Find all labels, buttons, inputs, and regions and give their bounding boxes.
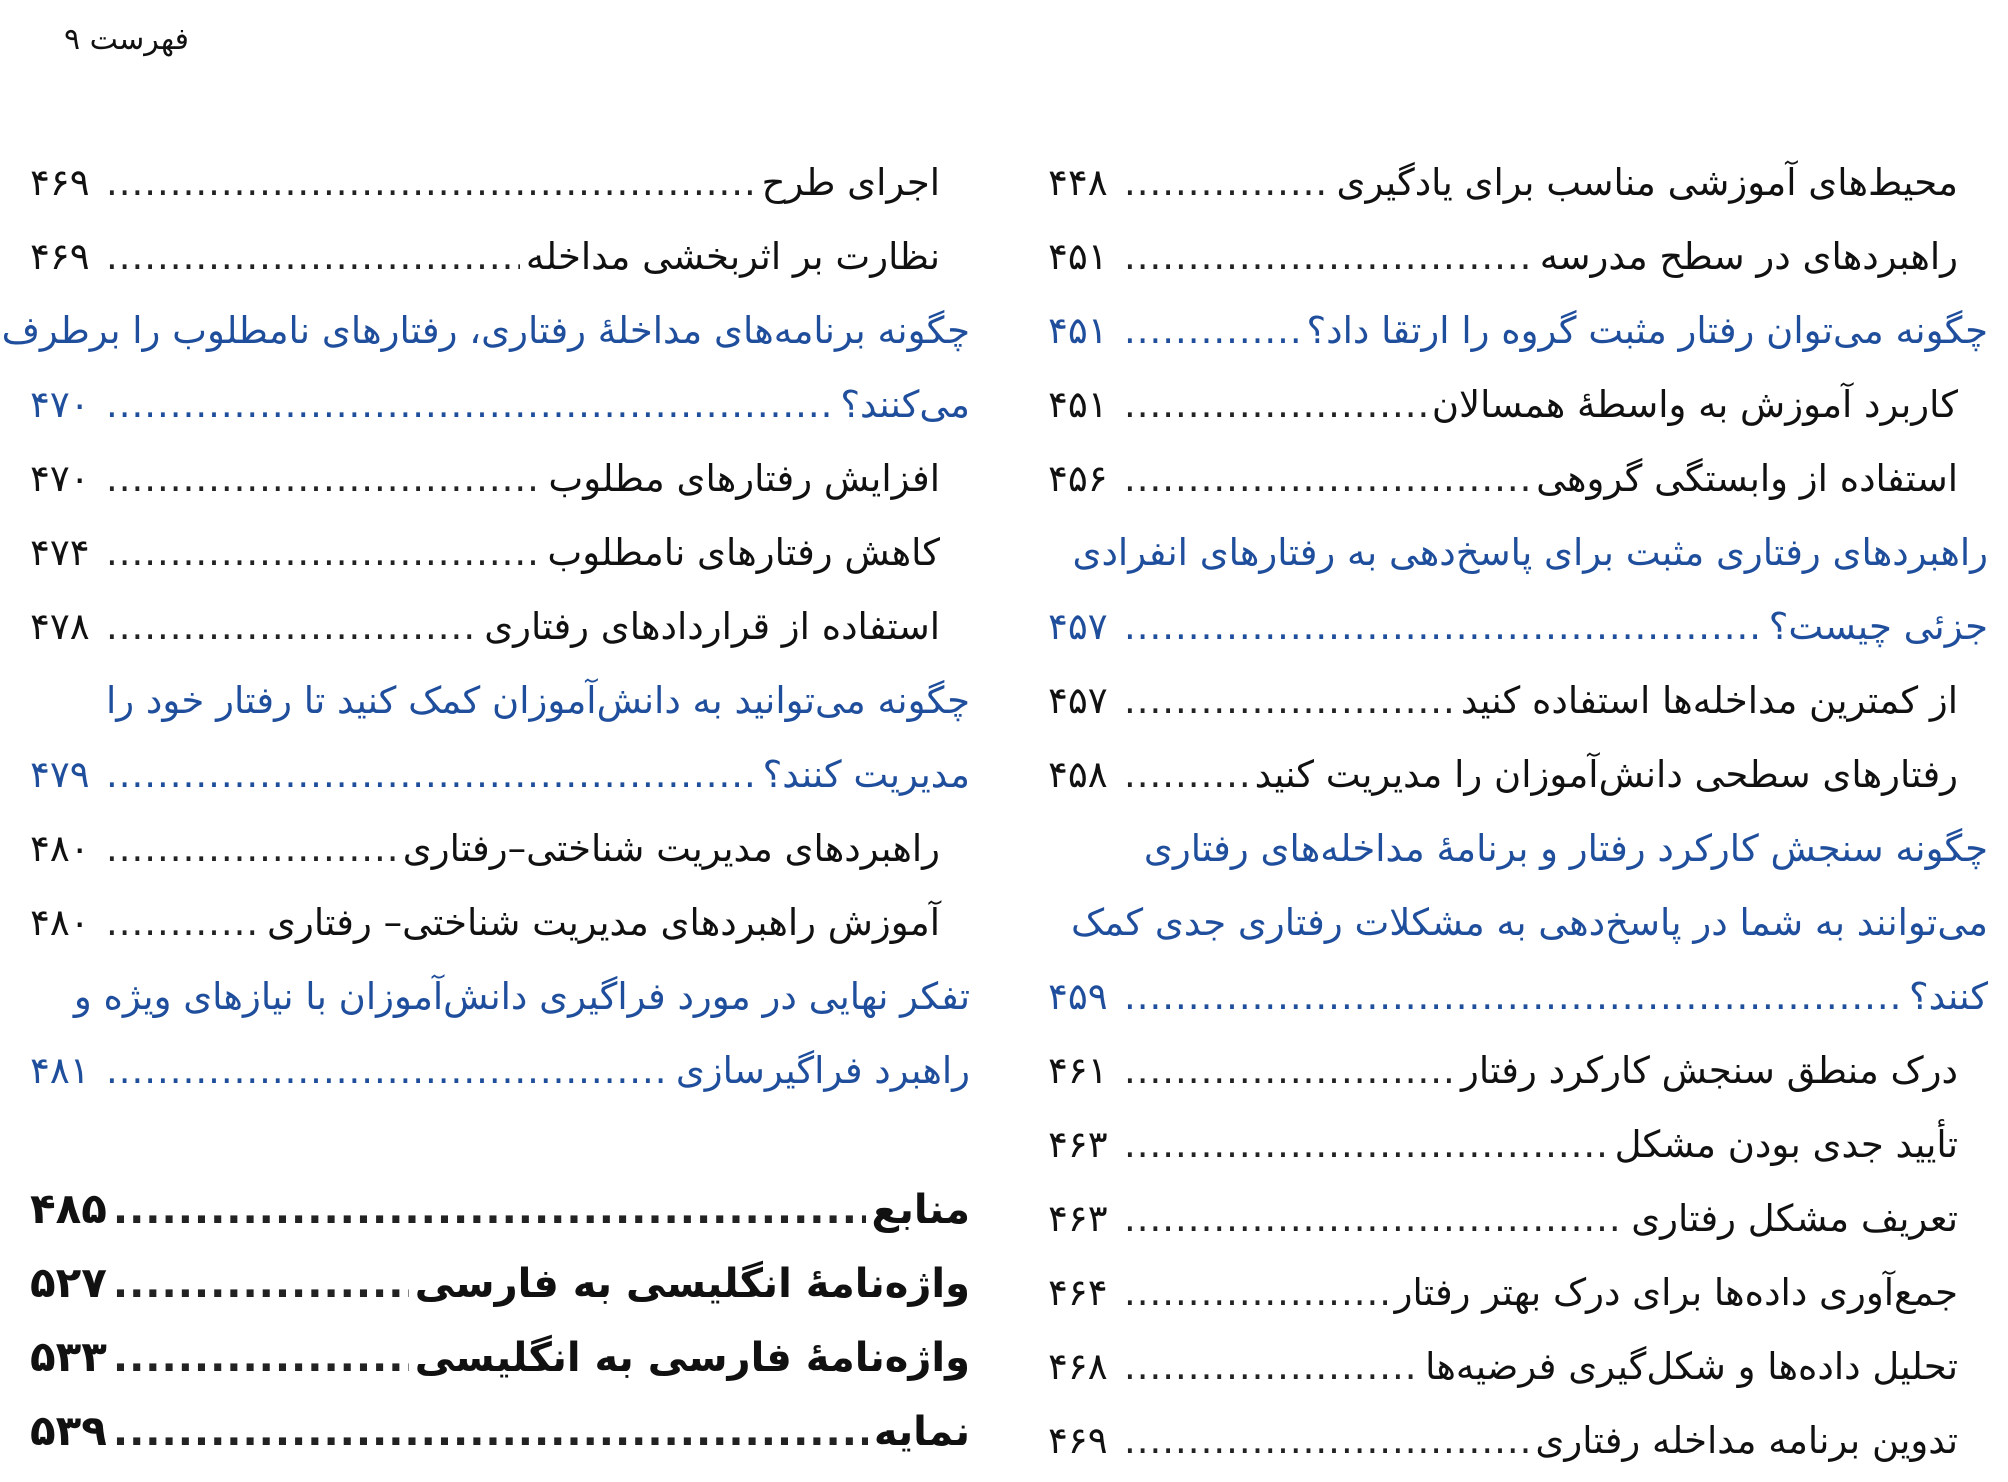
- toc-page-number: ۴۷۴: [30, 531, 90, 574]
- toc-main-entry-glossary-en-fa[interactable]: واژه‌نامهٔ انگلیسی به فارسی ..... ۵۲۷: [30, 1246, 970, 1320]
- toc-entry[interactable]: افزایش رفتارهای مطلوب ..... ۴۷۰: [30, 442, 970, 516]
- toc-page-number: ۴۶۴: [1048, 1271, 1108, 1314]
- toc-heading-entry-line2[interactable]: می‌توانند به شما در پاسخ‌دهی به مشکلات رفتاری جدی کمک: [1070, 901, 1988, 944]
- toc-page-number: ۴۸۰: [30, 827, 90, 870]
- toc-page-number: ۴۶۳: [1048, 1123, 1108, 1166]
- toc-page-number: ۴۸۵: [30, 1184, 107, 1233]
- header-title: فهرست: [89, 22, 189, 57]
- toc-page-number: ۴۷۰: [30, 383, 90, 426]
- toc-page-number: ۴۶۱: [1048, 1049, 1108, 1092]
- toc-page-number: ۴۷۹: [30, 753, 90, 796]
- dot-leader: [106, 146, 756, 220]
- toc-entry[interactable]: رفتارهای سطحی دانش‌آموزان را مدیریت کنید ..... ۴۵۸: [1048, 738, 1988, 812]
- toc-entry[interactable]: تأیید جدی بودن مشکل ..... ۴۶۳: [1048, 1108, 1988, 1182]
- toc-heading-entry-line2[interactable]: مدیریت کنند؟ ..... ۴۷۹: [30, 738, 970, 812]
- toc-column-left: [1, 146, 970, 1468]
- toc-entry[interactable]: تحلیل داده‌ها و شکل‌گیری فرضیه‌ها ..... ۴۶۸: [1048, 1330, 1988, 1404]
- dot-leader: [1124, 1108, 1609, 1182]
- toc-entry[interactable]: راهبردهای در سطح مدرسه ..... ۴۵۱: [1048, 220, 1988, 294]
- toc-entry[interactable]: درک منطق سنجش کارکرد رفتار ..... ۴۶۱: [1048, 1034, 1988, 1108]
- toc-page-number: ۴۵۸: [1048, 753, 1108, 796]
- toc-entry[interactable]: اجرای طرح ..... ۴۶۹: [30, 146, 970, 220]
- toc-page-number: ۴۶۳: [1048, 1197, 1108, 1240]
- dot-leader: [1124, 294, 1301, 368]
- toc-heading-entry-line1[interactable]: چگونه سنجش کارکرد رفتار و برنامهٔ مداخله‌های رفتاری: [1143, 827, 1988, 870]
- dot-leader: [1124, 960, 1903, 1034]
- toc-entry[interactable]: راهبردهای مدیریت شناختی–رفتاری ..... ۴۸۰: [30, 812, 970, 886]
- toc-heading-entry-line1[interactable]: تفکر نهایی در مورد فراگیری دانش‌آموزان با نیازهای ویژه و: [73, 975, 970, 1018]
- toc-page-number: ۵۳۳: [30, 1332, 107, 1381]
- toc-page-number: ۴۵۹: [1048, 975, 1108, 1018]
- toc-entry[interactable]: کاهش رفتارهای نامطلوب ..... ۴۷۴: [30, 516, 970, 590]
- toc-heading-entry-line2[interactable]: می‌کنند؟ ..... ۴۷۰: [30, 368, 970, 442]
- toc-entry[interactable]: کاربرد آموزش به واسطهٔ همسالان ..... ۴۵۱: [1048, 368, 1988, 442]
- toc-page-number: ۴۸۰: [30, 901, 90, 944]
- dot-leader: [106, 738, 757, 812]
- toc-entry[interactable]: جمع‌آوری داده‌ها برای درک بهتر رفتار ..... ۴۶۴: [1048, 1256, 1988, 1330]
- dot-leader: [1124, 590, 1763, 664]
- dot-leader: [106, 1034, 670, 1108]
- dot-leader: [113, 1395, 868, 1469]
- toc-page-number: ۴۵۷: [1048, 605, 1108, 648]
- dot-leader: [106, 516, 541, 590]
- toc-entry[interactable]: نظارت بر اثربخشی مداخله ..... ۴۶۹: [30, 220, 970, 294]
- toc-heading-entry[interactable]: چگونه می‌توان رفتار مثبت گروه را ارتقا داد؟ ..... ۴۵۱: [1048, 294, 1988, 368]
- dot-leader: [106, 368, 834, 442]
- dot-leader: [1124, 1404, 1529, 1478]
- toc-entry[interactable]: تعریف مشکل رفتاری ..... ۴۶۳: [1048, 1182, 1988, 1256]
- toc-page-number: ۴۵۱: [1048, 309, 1108, 352]
- toc-entry[interactable]: آموزش راهبردهای مدیریت شناختی– رفتاری ..... ۴۸۰: [30, 886, 970, 960]
- dot-leader: [1124, 664, 1455, 738]
- dot-leader: [106, 886, 261, 960]
- toc-main-entry-references[interactable]: منابع ..... ۴۸۵: [30, 1172, 970, 1246]
- dot-leader: [1124, 738, 1249, 812]
- toc-entry[interactable]: محیط‌های آموزشی مناسب برای یادگیری ..... ۴۴۸: [1048, 146, 1988, 220]
- dot-leader: [113, 1173, 866, 1247]
- dot-leader: [106, 812, 397, 886]
- toc-page-number: ۴۵۱: [1048, 235, 1108, 278]
- dot-leader: [106, 442, 542, 516]
- toc-heading-entry-line1[interactable]: چگونه می‌توانید به دانش‌آموزان کمک کنید تا رفتار خود را: [105, 679, 970, 722]
- toc-page-number: ۴۶۹: [30, 235, 90, 278]
- dot-leader: [106, 590, 478, 664]
- toc-heading-entry-line2[interactable]: راهبرد فراگیرسازی ..... ۴۸۱: [30, 1034, 970, 1108]
- header-page-number: ۹: [64, 22, 81, 57]
- dot-leader: [1124, 1034, 1455, 1108]
- toc-entry[interactable]: استفاده از قراردادهای رفتاری ..... ۴۷۸: [30, 590, 970, 664]
- dot-leader: [106, 220, 520, 294]
- toc-main-entry-index[interactable]: نمایه ..... ۵۳۹: [30, 1394, 970, 1468]
- dot-leader: [1124, 368, 1426, 442]
- toc-page-number: ۴۶۹: [1048, 1419, 1108, 1462]
- toc-heading-entry-line3[interactable]: کنند؟ ..... ۴۵۹: [1048, 960, 1988, 1034]
- toc-heading-entry-line1[interactable]: راهبردهای رفتاری مثبت برای پاسخ‌دهی به رفتارهای انفرادی: [1072, 531, 1988, 574]
- dot-leader: [1124, 1182, 1625, 1256]
- toc-main-entry-glossary-fa-en[interactable]: واژه‌نامهٔ فارسی به انگلیسی ..... ۵۳۳: [30, 1320, 970, 1394]
- toc-heading-entry-line2[interactable]: جزئی چیست؟ ..... ۴۵۷: [1048, 590, 1988, 664]
- page-header: [30, 22, 189, 57]
- dot-leader: [113, 1321, 409, 1395]
- toc-page-number: ۴۷۰: [30, 457, 90, 500]
- toc-column-right: [1048, 146, 1988, 1478]
- toc-page-number: ۵۳۹: [30, 1406, 107, 1455]
- dot-leader: [1124, 146, 1331, 220]
- section-gap: [30, 1108, 970, 1172]
- toc-page-number: ۴۷۸: [30, 605, 90, 648]
- toc-page-number: ۴۵۶: [1048, 457, 1108, 500]
- toc-entry[interactable]: تدوین برنامه مداخله رفتاری ..... ۴۶۹: [1048, 1404, 1988, 1478]
- toc-entry[interactable]: از کمترین مداخله‌ها استفاده کنید ..... ۴۵۷: [1048, 664, 1988, 738]
- toc-page-number: ۴۶۸: [1048, 1345, 1108, 1388]
- dot-leader: [1124, 442, 1530, 516]
- dot-leader: [113, 1247, 409, 1321]
- toc-page-number: ۵۲۷: [30, 1258, 107, 1307]
- toc-page-number: ۴۴۸: [1048, 161, 1108, 204]
- toc-heading-entry-line1[interactable]: چگونه برنامه‌های مداخلهٔ رفتاری، رفتارهای نامطلوب را برطرف: [1, 309, 970, 352]
- toc-page-number: ۴۸۱: [30, 1049, 90, 1092]
- dot-leader: [1124, 1256, 1389, 1330]
- dot-leader: [1124, 1330, 1419, 1404]
- toc-page-number: ۴۶۹: [30, 161, 90, 204]
- dot-leader: [1124, 220, 1534, 294]
- toc-page-number: ۴۵۷: [1048, 679, 1108, 722]
- toc-entry[interactable]: استفاده از وابستگی گروهی ..... ۴۵۶: [1048, 442, 1988, 516]
- toc-page-number: ۴۵۱: [1048, 383, 1108, 426]
